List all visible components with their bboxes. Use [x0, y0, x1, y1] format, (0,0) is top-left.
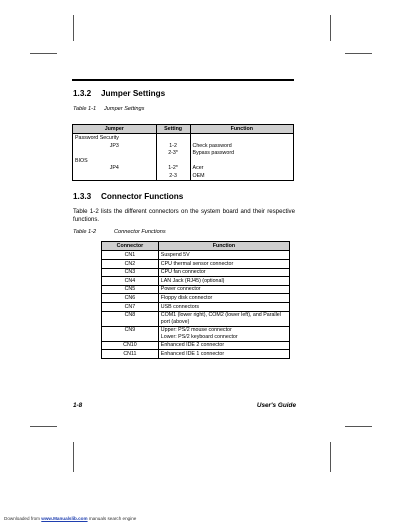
- connector-cell: CN4: [102, 277, 159, 286]
- setting-cell: 2-3*: [156, 150, 190, 158]
- connector-cell: CN1: [102, 251, 159, 260]
- table-header-row: [102, 242, 290, 251]
- group-label: Password Security: [73, 134, 157, 142]
- crop-mark: [73, 15, 74, 41]
- function-cell: Acer: [190, 165, 293, 173]
- table-row: [102, 294, 290, 303]
- function-cell: OEM: [190, 172, 293, 180]
- connector-cell: CN10: [102, 341, 159, 350]
- function-cell: Enhanced IDE 1 connector: [158, 350, 289, 359]
- function-cell: USB connectors: [158, 302, 289, 311]
- table-row: [102, 311, 290, 326]
- manualslib-link[interactable]: www.Manualslib.com: [41, 516, 88, 521]
- table-cell: [190, 157, 293, 165]
- function-cell: Floppy disk connector: [158, 294, 289, 303]
- function-cell: COM1 (lower right), COM2 (lower left), and Parallel port (above): [158, 311, 289, 326]
- crop-mark: [345, 426, 372, 427]
- table-row: [73, 172, 294, 180]
- function-cell: Check password: [190, 142, 293, 150]
- connector-cell: CN8: [102, 311, 159, 326]
- table-row: [73, 142, 294, 150]
- section-title: Jumper Settings: [101, 89, 166, 98]
- function-cell: Enhanced IDE 2 connector: [158, 341, 289, 350]
- download-suffix: manuals search engine: [87, 516, 137, 521]
- table-caption-number: Table 1-2: [73, 229, 97, 235]
- table-cell: [156, 134, 190, 142]
- section-title: Connector Functions: [101, 192, 184, 201]
- function-cell: Suspend 5V: [158, 251, 289, 260]
- connector-cell: CN9: [102, 326, 159, 341]
- column-header: Function: [158, 242, 289, 251]
- header-rule: [72, 79, 294, 81]
- download-note: [4, 516, 136, 521]
- table-caption-title: Jumper Settings: [104, 106, 145, 112]
- jumper-cell: JP4: [73, 165, 157, 173]
- setting-cell: 1-2: [156, 142, 190, 150]
- jumper-settings-table: [72, 124, 294, 181]
- jumper-cell: [73, 172, 157, 180]
- page-number: 1-8: [73, 402, 83, 409]
- setting-cell: 2-3: [156, 172, 190, 180]
- table-row: [102, 285, 290, 294]
- connector-cell: CN7: [102, 302, 159, 311]
- connector-cell: CN5: [102, 285, 159, 294]
- function-cell: CPU fan connector: [158, 268, 289, 277]
- section-heading-connector: [73, 192, 183, 201]
- table-row: [73, 157, 294, 165]
- setting-cell: 1-2*: [156, 165, 190, 173]
- group-label: BIOS: [73, 157, 157, 165]
- table-row: [102, 302, 290, 311]
- function-cell: Upper: PS/2 mouse connector Lower: PS/2 keyboard connector: [158, 326, 289, 341]
- table-row: [102, 260, 290, 269]
- intro-paragraph: Table 1-2 lists the different connectors on the system board and their respective functions.: [73, 208, 295, 223]
- table-caption-title: Connector Functions: [114, 229, 166, 235]
- table-row: [102, 277, 290, 286]
- section-heading-jumper: [73, 89, 165, 98]
- column-header: Function: [190, 125, 293, 134]
- table-cell: [190, 134, 293, 142]
- table-caption: [73, 229, 166, 235]
- connector-cell: CN6: [102, 294, 159, 303]
- crop-mark: [330, 15, 331, 41]
- jumper-cell: JP3: [73, 142, 157, 150]
- table-row: [73, 165, 294, 173]
- function-cell: LAN Jack (RJ45) (optional): [158, 277, 289, 286]
- table-row: [73, 150, 294, 158]
- column-header: Connector: [102, 242, 159, 251]
- download-prefix: Downloaded from: [4, 516, 42, 521]
- connector-functions-table: [101, 241, 290, 359]
- column-header: Setting: [156, 125, 190, 134]
- table-cell: [156, 157, 190, 165]
- table-row: [102, 268, 290, 277]
- table-caption-number: Table 1-1: [73, 106, 97, 112]
- section-number: 1.3.2: [73, 89, 92, 98]
- crop-mark: [345, 53, 372, 54]
- crop-mark: [73, 442, 74, 472]
- crop-mark: [30, 53, 57, 54]
- table-caption: [73, 106, 144, 112]
- connector-cell: CN2: [102, 260, 159, 269]
- table-row: [102, 251, 290, 260]
- connector-cell: CN11: [102, 350, 159, 359]
- table-header-row: [73, 125, 294, 134]
- function-cell: Power connector: [158, 285, 289, 294]
- jumper-cell: [73, 150, 157, 158]
- function-cell: CPU thermal sensor connector: [158, 260, 289, 269]
- crop-mark: [330, 442, 331, 472]
- table-row: [102, 350, 290, 359]
- function-cell: Bypass password: [190, 150, 293, 158]
- table-row: [102, 326, 290, 341]
- table-row: [102, 341, 290, 350]
- table-row: [73, 134, 294, 142]
- column-header: Jumper: [73, 125, 157, 134]
- crop-mark: [30, 426, 57, 427]
- connector-cell: CN3: [102, 268, 159, 277]
- section-number: 1.3.3: [73, 192, 92, 201]
- footer-title: User's Guide: [256, 402, 296, 409]
